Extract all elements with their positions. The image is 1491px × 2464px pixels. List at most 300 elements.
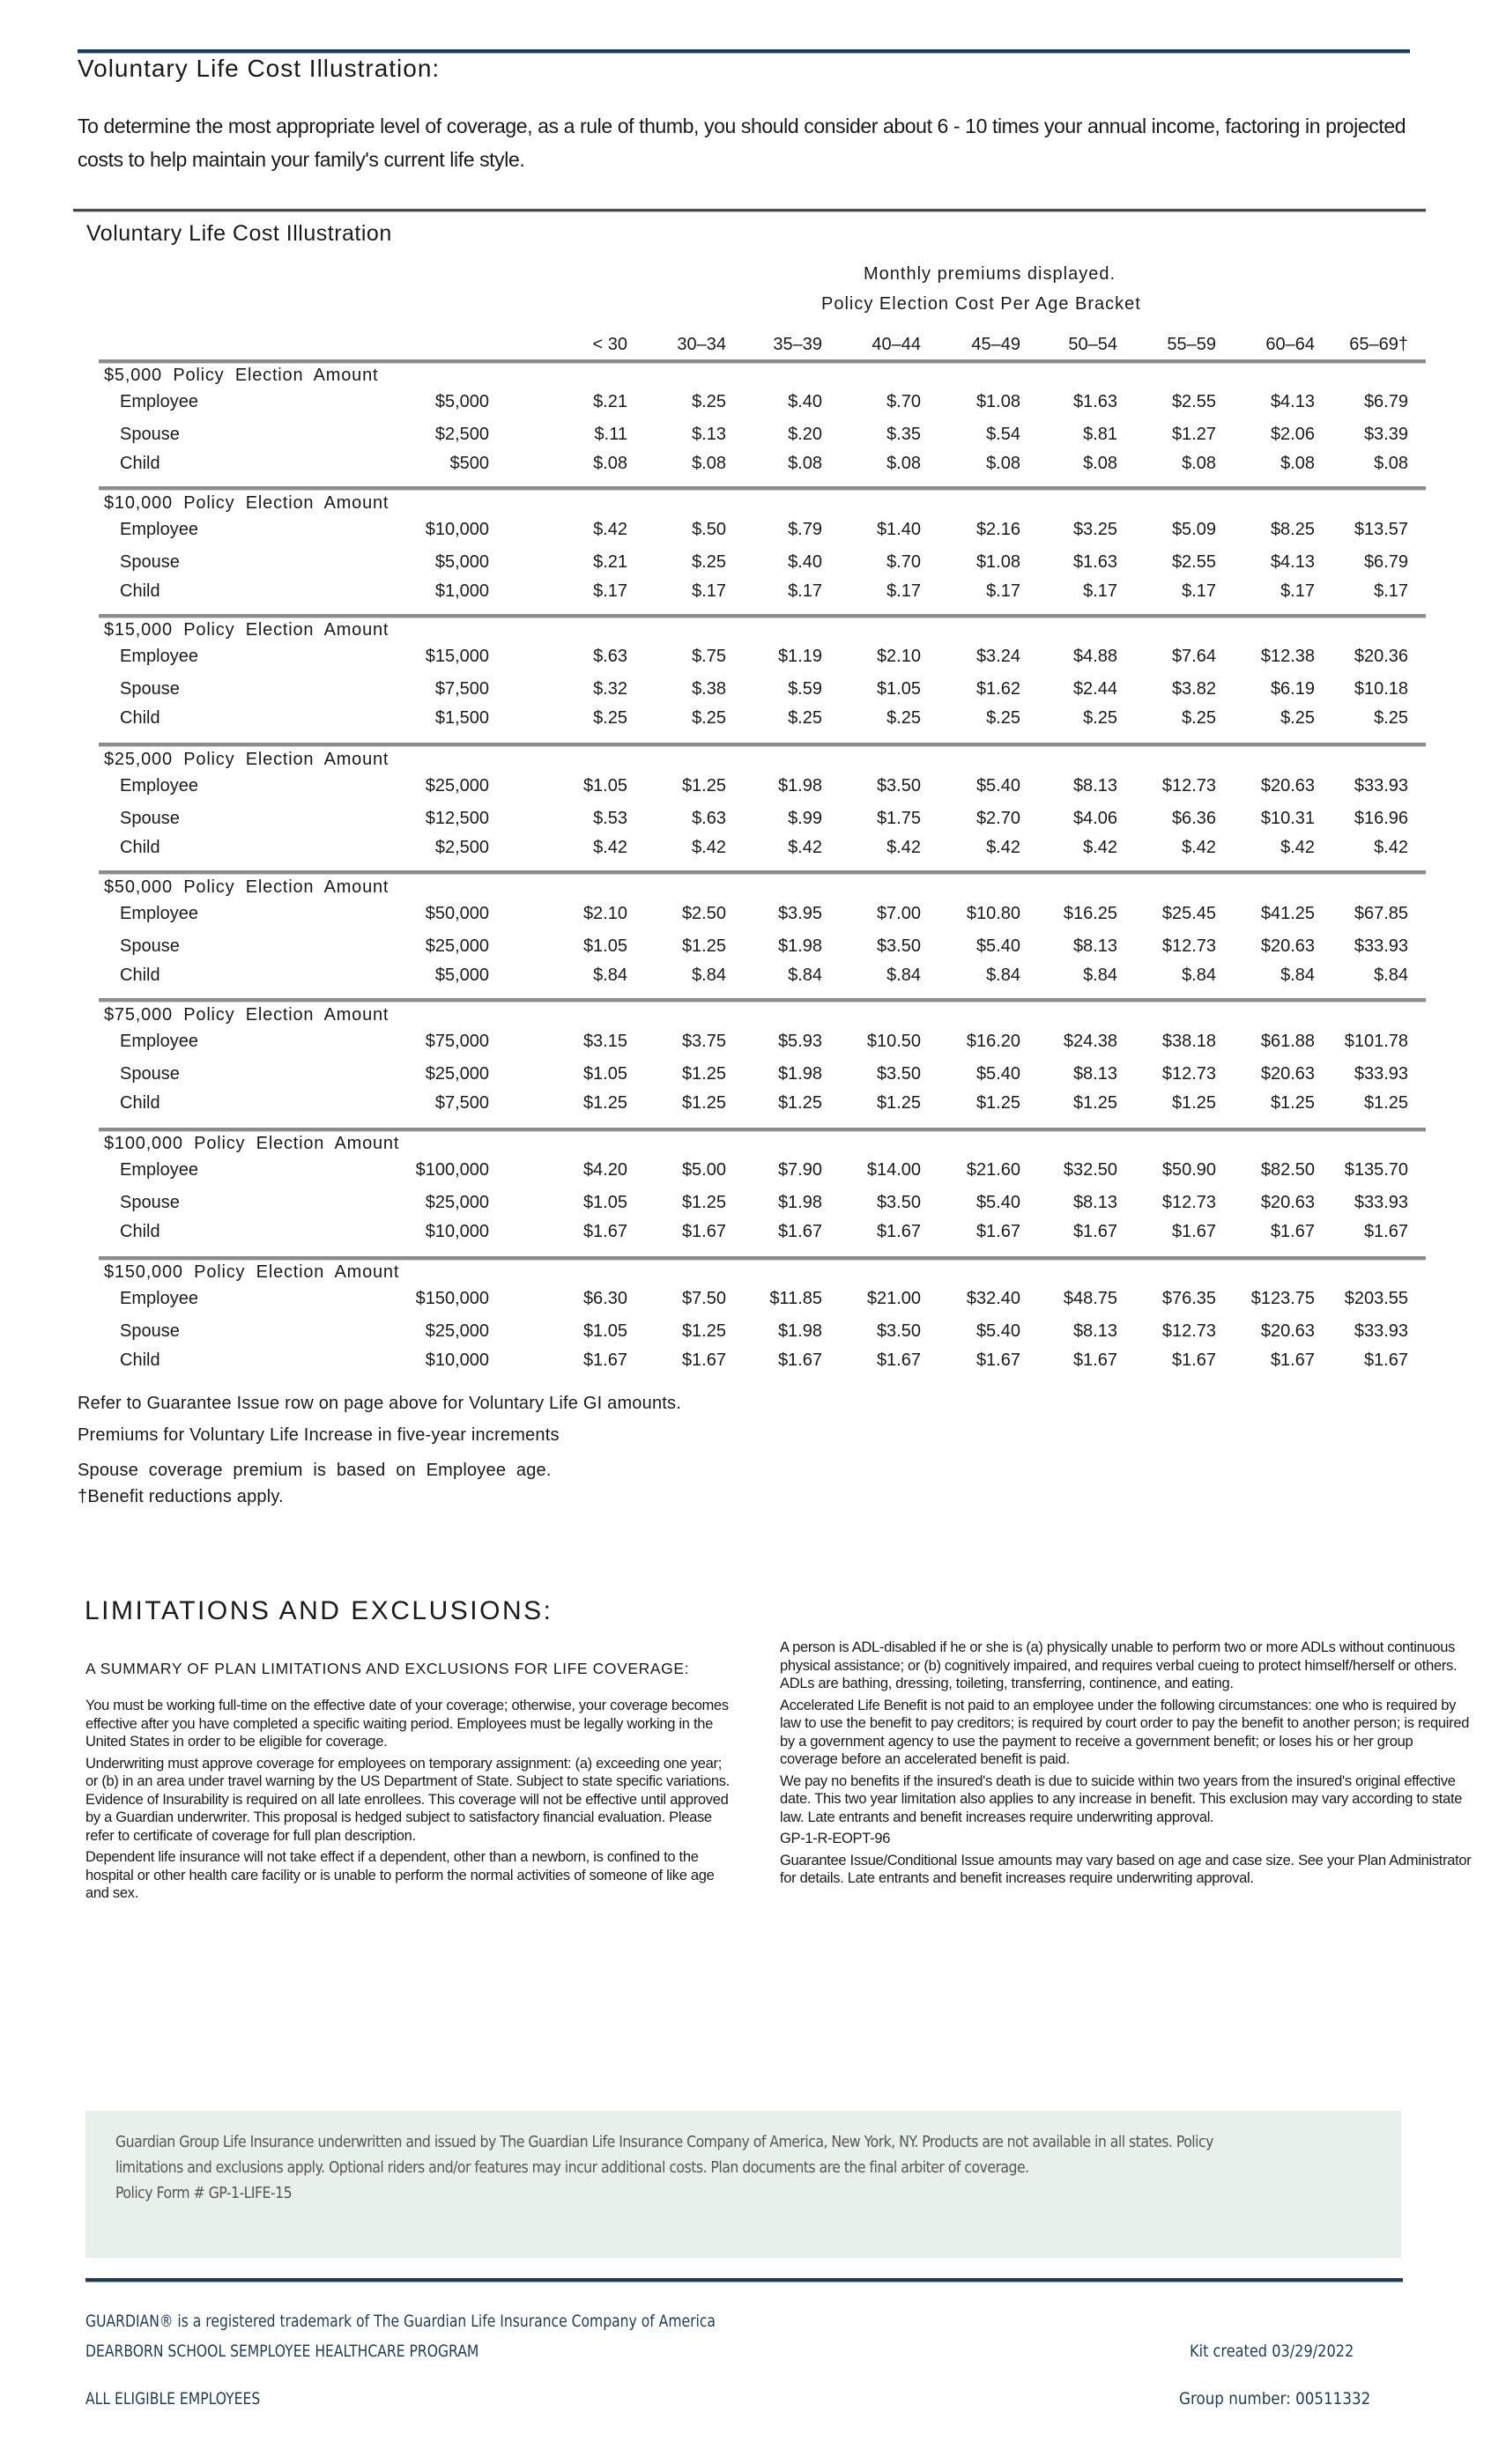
premium-cell: $1.67 [876,1350,921,1370]
table-row [97,392,1428,418]
table-row [97,581,1428,608]
premium-cell: $1.25 [582,1093,627,1113]
coverage-type: Employee [120,776,198,795]
premium-cell: $11.85 [769,1289,822,1308]
premium-cell: $.84 [1280,966,1315,985]
form-number: GP-1-R-EOPT-96 [780,1831,891,1846]
coverage-type: Spouse [120,1321,180,1341]
premium-cell: $12.38 [1260,647,1315,666]
premium-cell: $20.63 [1260,1064,1315,1084]
limitations-subtitle: A SUMMARY OF PLAN LIMITATIONS AND EXCLUSIONS FOR LIFE COVERAGE: [85,1660,690,1677]
coverage-amount: $5,000 [434,392,489,411]
premium-cell: $67.85 [1354,904,1408,923]
premium-cell: $.42 [788,838,822,857]
age-bracket-label: 30–34 [677,335,726,354]
premium-cell: $3.24 [975,647,1020,666]
premium-cell: $1.67 [1171,1222,1216,1241]
premium-cell: $1.67 [1363,1222,1408,1241]
coverage-type: Child [120,966,160,985]
table-row [97,1350,1428,1377]
premium-cell: $1.67 [1270,1222,1315,1241]
premium-cell: $8.25 [1270,520,1315,539]
premium-cell: $2.16 [975,520,1020,539]
premium-cell: $1.05 [876,679,921,699]
premium-cell: $2.06 [1270,425,1315,444]
premium-cell: $1.25 [975,1093,1020,1113]
premium-cell: $.21 [593,392,627,411]
premium-cell: $2.50 [681,904,726,923]
premium-cell: $.53 [593,809,627,828]
premium-cell: $.42 [1280,838,1315,857]
coverage-type: Employee [120,520,198,539]
premium-cell: $76.35 [1161,1289,1216,1308]
disclaimer-text: Guardian Group Life Insurance underwritten and issued by The Guardian Life Insurance Company of America, New York, NY. Products are not available in all states. Policy limitations and exclusions apply. Optional riders and/or features may incur additional costs. Plan documents are the final arbiter of coverage. [115,2134,1213,2177]
premium-cell: $33.93 [1354,776,1408,795]
table-row [97,1064,1428,1091]
premium-cell: $1.67 [975,1350,1020,1370]
policy-election-heading: $25,000 Policy Election Amount [104,750,389,769]
premium-cell: $8.13 [1072,1321,1117,1341]
note-five-year-increments: Premiums for Voluntary Life Increase in five-year increments [78,1425,560,1445]
premium-cell: $33.93 [1354,936,1408,956]
premium-cell: $.11 [594,425,627,444]
premium-cell: $21.60 [966,1160,1020,1180]
table-row [97,838,1428,864]
table-row [97,1193,1428,1219]
premium-cell: $.25 [692,392,726,411]
table-row [97,936,1428,963]
premium-cell: $2.55 [1171,552,1216,572]
coverage-type: Spouse [120,936,180,956]
table-row [97,776,1428,803]
premium-cell: $1.67 [777,1222,822,1241]
premium-cell: $203.55 [1344,1289,1408,1308]
limitation-paragraph: You must be working full-time on the effective date of your coverage; otherwise, your coverage becomes effective after you have completed a specific waiting period. Employees must be legally working in the United States in order to be eligible for coverage. [85,1698,729,1750]
premium-cell: $.08 [1182,454,1216,473]
age-bracket-label: < 30 [592,335,627,354]
premium-cell: $61.88 [1260,1032,1315,1051]
premium-cell: $1.63 [1072,552,1117,572]
premium-cell: $4.13 [1270,392,1315,411]
premium-cell: $1.40 [876,520,921,539]
premium-cell: $.17 [788,581,822,601]
premium-cell: $3.39 [1363,425,1408,444]
premium-cell: $1.75 [876,809,921,828]
table-row [97,966,1428,992]
coverage-amount: $25,000 [425,1321,489,1341]
premium-cell: $48.75 [1063,1289,1117,1308]
policy-election-group [97,750,1428,873]
premium-cell: $.25 [886,708,921,728]
table-row [97,708,1428,735]
premium-cell: $20.63 [1260,1321,1315,1341]
premium-cell: $8.13 [1072,1193,1117,1212]
bottom-rule [85,2278,1403,2283]
premium-cell: $1.25 [1072,1093,1117,1113]
premium-cell: $10.50 [866,1032,921,1051]
premium-cell: $7.00 [876,904,921,923]
premium-cell: $.84 [986,966,1020,985]
premium-cell: $16.96 [1354,809,1408,828]
coverage-type: Child [120,581,160,601]
coverage-type: Spouse [120,1064,180,1084]
note-spouse-premium: Spouse coverage premium is based on Employee age. [78,1461,552,1480]
premium-cell: $1.08 [975,392,1020,411]
premium-cell: $135.70 [1344,1160,1408,1180]
table-subtitle-bracket: Policy Election Cost Per Age Bracket [821,294,1141,314]
premium-cell: $.54 [986,425,1020,444]
section-rule [73,209,1426,212]
group-number: Group number: 00511332 [1179,2389,1371,2409]
table-title: Voluntary Life Cost Illustration [86,221,392,246]
premium-cell: $.08 [788,454,822,473]
premium-cell: $4.13 [1270,552,1315,572]
premium-cell: $1.25 [681,1193,726,1212]
premium-cell: $1.19 [777,647,822,666]
premium-cell: $5.40 [975,936,1020,956]
premium-cell: $3.95 [777,904,822,923]
table-group-separator [99,359,1426,364]
coverage-amount: $1,000 [434,581,489,601]
age-bracket-label: 55–59 [1167,335,1216,354]
coverage-type: Child [120,1093,160,1113]
policy-election-heading: $5,000 Policy Election Amount [104,366,379,385]
premium-cell: $.70 [886,552,921,572]
coverage-amount: $25,000 [425,776,489,795]
premium-cell: $1.25 [876,1093,921,1113]
limitation-paragraph: Underwriting must approve coverage for employees on temporary assignment: (a) exceeding one year; or (b) in an area under travel warning by the US Department of State. Subject to state specific variations. Evidence of Insurability is required on all late enrollees. This coverage will not be effective until approved by a Guardian underwriter. This proposal is hedged subject to satisfactory financial evaluation. Please refer to certificate of coverage for full plan description. [85,1755,730,1844]
coverage-type: Child [120,1350,160,1370]
table-row [97,1222,1428,1248]
coverage-type: Spouse [120,552,180,572]
policy-election-group [97,366,1428,489]
premium-cell: $.75 [692,647,726,666]
premium-cell: $10.18 [1354,679,1408,699]
premium-cell: $1.67 [1072,1222,1117,1241]
policy-election-group [97,620,1428,744]
premium-cell: $4.06 [1072,809,1117,828]
premium-cell: $25.45 [1161,904,1216,923]
coverage-amount: $25,000 [425,1064,489,1084]
premium-cell: $.25 [986,708,1020,728]
premium-cell: $5.40 [975,1321,1020,1341]
premium-cell: $1.67 [582,1350,627,1370]
table-row [97,904,1428,930]
premium-cell: $.08 [1280,454,1315,473]
coverage-type: Child [120,1222,160,1241]
premium-cell: $20.63 [1260,1193,1315,1212]
premium-cell: $.08 [692,454,726,473]
top-rule [78,49,1410,54]
premium-cell: $.17 [593,581,627,601]
coverage-amount: $10,000 [425,520,489,539]
premium-cell: $4.20 [582,1160,627,1180]
premium-cell: $.25 [1083,708,1117,728]
table-row [97,425,1428,451]
policy-election-heading: $10,000 Policy Election Amount [104,493,389,513]
premium-cell: $.99 [788,809,822,828]
premium-cell: $12.73 [1161,1193,1216,1212]
policy-election-group [97,1262,1428,1386]
premium-cell: $5.40 [975,776,1020,795]
eligibility-label: ALL ELIGIBLE EMPLOYEES [85,2389,261,2409]
table-row [97,1032,1428,1058]
age-bracket-label: 50–54 [1068,335,1117,354]
premium-cell: $5.00 [681,1160,726,1180]
premium-cell: $33.93 [1354,1193,1408,1212]
disclaimer-box [85,2111,1401,2258]
coverage-amount: $500 [449,454,489,473]
premium-cell: $3.50 [876,1321,921,1341]
premium-cell: $.35 [886,425,921,444]
coverage-amount: $7,500 [434,1093,489,1113]
premium-cell: $.20 [788,425,822,444]
premium-cell: $50.90 [1161,1160,1216,1180]
premium-cell: $20.36 [1354,647,1408,666]
premium-cell: $.25 [692,552,726,572]
limitations-title: LIMITATIONS AND EXCLUSIONS: [85,1596,553,1625]
premium-cell: $1.25 [1171,1093,1216,1113]
premium-cell: $10.80 [966,904,1020,923]
coverage-amount: $2,500 [434,838,489,857]
coverage-type: Employee [120,392,198,411]
premium-cell: $3.25 [1072,520,1117,539]
premium-cell: $2.10 [582,904,627,923]
coverage-type: Spouse [120,679,180,699]
premium-cell: $16.20 [966,1032,1020,1051]
premium-cell: $.08 [593,454,627,473]
premium-cell: $1.25 [777,1093,822,1113]
table-subtitle-monthly: Monthly premiums displayed. [864,264,1116,284]
premium-cell: $6.19 [1270,679,1315,699]
premium-cell: $2.44 [1072,679,1117,699]
premium-cell: $3.82 [1171,679,1216,699]
table-row [97,647,1428,673]
coverage-amount: $10,000 [425,1350,489,1370]
table-row [97,679,1428,706]
premium-cell: $1.67 [582,1222,627,1241]
coverage-amount: $10,000 [425,1222,489,1241]
premium-cell: $1.67 [681,1350,726,1370]
premium-cell: $.42 [593,520,627,539]
premium-cell: $1.98 [777,1064,822,1084]
premium-cell: $.42 [886,838,921,857]
premium-cell: $20.63 [1260,936,1315,956]
premium-cell: $.42 [986,838,1020,857]
premium-cell: $.42 [692,838,726,857]
premium-cell: $.42 [1374,838,1408,857]
coverage-amount: $5,000 [434,966,489,985]
premium-cell: $3.50 [876,776,921,795]
premium-cell: $3.15 [582,1032,627,1051]
age-bracket-label: 65–69† [1349,335,1408,354]
table-row [97,809,1428,835]
premium-cell: $.40 [788,392,822,411]
premium-cell: $41.25 [1260,904,1315,923]
limitation-paragraph: Guarantee Issue/Conditional Issue amounts may vary based on age and case size. See your Plan Administrator for details. Late entrants and benefit increases require underwriting approval. [780,1852,1472,1886]
premium-cell: $.84 [788,966,822,985]
limitations-right-column [780,1639,1472,1891]
coverage-type: Employee [120,1289,198,1308]
policy-election-group [97,877,1428,1001]
premium-cell: $1.25 [1270,1093,1315,1113]
age-bracket-label: 40–44 [872,335,921,354]
premium-cell: $.32 [593,679,627,699]
premium-cell: $7.64 [1171,647,1216,666]
intro-paragraph: To determine the most appropriate level of coverage, as a rule of thumb, you should consider about 6 - 10 times your annual income, factoring in projected costs to help maintain your family's current life style. [78,115,1406,171]
coverage-type: Employee [120,647,198,666]
premium-cell: $6.79 [1363,552,1408,572]
coverage-amount: $12,500 [425,809,489,828]
premium-cell: $1.08 [975,552,1020,572]
premium-cell: $12.73 [1161,1064,1216,1084]
table-row [97,520,1428,546]
age-bracket-label: 60–64 [1265,335,1315,354]
premium-cell: $14.00 [866,1160,921,1180]
table-row [97,1160,1428,1187]
premium-cell: $1.67 [1363,1350,1408,1370]
premium-cell: $.42 [1182,838,1216,857]
limitation-paragraph: Accelerated Life Benefit is not paid to an employee under the following circumstances: one who is required by law to use the benefit to pay creditors; is required by court order to pay the benefit to another person; is required by a government agency to use the payment to receive a government benefit; or loses his or her group coverage before an accelerated benefit is paid. [780,1697,1470,1767]
premium-cell: $.84 [886,966,921,985]
coverage-amount: $150,000 [415,1289,489,1308]
premium-cell: $.70 [886,392,921,411]
coverage-type: Spouse [120,425,180,444]
coverage-type: Spouse [120,1193,180,1212]
policy-election-heading: $50,000 Policy Election Amount [104,877,389,897]
premium-cell: $.08 [986,454,1020,473]
premium-cell: $1.05 [582,936,627,956]
coverage-amount: $50,000 [425,904,489,923]
premium-cell: $1.25 [681,936,726,956]
premium-cell: $.25 [1280,708,1315,728]
age-bracket-label: 45–49 [971,335,1020,354]
note-benefit-reductions: †Benefit reductions apply. [78,1487,284,1506]
premium-cell: $1.25 [681,1093,726,1113]
limitations-left-column [85,1697,738,1906]
program-name: DEARBORN SCHOOL SEMPLOYEE HEALTHCARE PROGRAM [85,2342,479,2361]
premium-cell: $1.05 [582,1193,627,1212]
premium-cell: $1.05 [582,1321,627,1341]
premium-cell: $.13 [692,425,726,444]
premium-cell: $33.93 [1354,1321,1408,1341]
premium-cell: $7.90 [777,1160,822,1180]
premium-cell: $.63 [593,647,627,666]
policy-election-heading: $150,000 Policy Election Amount [104,1262,400,1282]
age-bracket-label: 35–39 [773,335,822,354]
note-guarantee-issue: Refer to Guarantee Issue row on page above for Voluntary Life GI amounts. [78,1394,681,1413]
premium-cell: $12.73 [1161,1321,1216,1341]
premium-cell: $20.63 [1260,776,1315,795]
premium-cell: $5.40 [975,1193,1020,1212]
limitation-paragraph: A person is ADL-disabled if he or she is (a) physically unable to perform two or more ADLs without continuous physical assistance; or (b) cognitively impaired, and requires verbal cueing to protect himself/herself or others. ADLs are bathing, dressing, toileting, transferring, continence, and eating. [780,1639,1458,1691]
premium-cell: $5.93 [777,1032,822,1051]
coverage-amount: $15,000 [425,647,489,666]
premium-cell: $1.67 [975,1222,1020,1241]
coverage-amount: $1,500 [434,708,489,728]
coverage-type: Child [120,838,160,857]
premium-cell: $.17 [886,581,921,601]
table-row [97,1093,1428,1120]
premium-cell: $5.40 [975,1064,1020,1084]
premium-cell: $6.36 [1171,809,1216,828]
trademark-notice: GUARDIAN® is a registered trademark of The Guardian Life Insurance Company of America [85,2312,716,2331]
premium-cell: $12.73 [1161,936,1216,956]
premium-cell: $.17 [986,581,1020,601]
premium-cell: $1.67 [1270,1350,1315,1370]
premium-cell: $1.05 [582,1064,627,1084]
premium-cell: $101.78 [1344,1032,1408,1051]
premium-cell: $.84 [1083,966,1117,985]
premium-cell: $.21 [593,552,627,572]
premium-cell: $.17 [692,581,726,601]
premium-cell: $3.50 [876,1193,921,1212]
premium-cell: $32.50 [1063,1160,1117,1180]
premium-cell: $4.88 [1072,647,1117,666]
premium-cell: $3.50 [876,1064,921,1084]
premium-cell: $.38 [692,679,726,699]
policy-election-group [97,493,1428,617]
policy-election-heading: $100,000 Policy Election Amount [104,1134,400,1153]
page-title: Voluntary Life Cost Illustration: [78,55,441,82]
premium-cell: $.42 [593,838,627,857]
policy-form-number: Policy Form # GP-1-LIFE-15 [115,2185,293,2202]
premium-cell: $7.50 [681,1289,726,1308]
premium-cell: $.63 [692,809,726,828]
premium-cell: $1.25 [681,1064,726,1084]
table-row [97,454,1428,480]
premium-cell: $123.75 [1250,1289,1315,1308]
premium-cell: $1.98 [777,936,822,956]
premium-cell: $24.38 [1063,1032,1117,1051]
premium-cell: $1.25 [681,776,726,795]
premium-cell: $.17 [1374,581,1408,601]
limitation-paragraph: We pay no benefits if the insured's death is due to suicide within two years from the insured's original effective date. This two year limitation also applies to any increase in benefit. This exclusion may vary according to state law. Late entrants and benefit increases require underwriting approval. [780,1772,1463,1825]
premium-cell: $1.98 [777,1321,822,1341]
premium-cell: $1.62 [975,679,1020,699]
premium-cell: $1.27 [1171,425,1216,444]
premium-cell: $38.18 [1161,1032,1216,1051]
premium-cell: $8.13 [1072,1064,1117,1084]
premium-cell: $1.98 [777,776,822,795]
premium-cell: $.79 [788,520,822,539]
premium-cell: $8.13 [1072,776,1117,795]
premium-cell: $.84 [1182,966,1216,985]
premium-cell: $.17 [1182,581,1216,601]
premium-cell: $.84 [692,966,726,985]
premium-cell: $1.67 [876,1222,921,1241]
premium-cell: $1.67 [777,1350,822,1370]
premium-cell: $.25 [1182,708,1216,728]
premium-cell: $.17 [1083,581,1117,601]
premium-cell: $32.40 [966,1289,1020,1308]
premium-cell: $5.09 [1171,520,1216,539]
age-bracket-header [529,335,1410,359]
table-row [97,1321,1428,1348]
premium-cell: $1.05 [582,776,627,795]
premium-cell: $.50 [692,520,726,539]
premium-cell: $.25 [593,708,627,728]
premium-cell: $16.25 [1063,904,1117,923]
premium-cell: $2.55 [1171,392,1216,411]
premium-cell: $.25 [1374,708,1408,728]
premium-cell: $.42 [1083,838,1117,857]
coverage-type: Spouse [120,809,180,828]
coverage-type: Child [120,454,160,473]
coverage-type: Employee [120,904,198,923]
table-row [97,1289,1428,1315]
kit-created-date: Kit created 03/29/2022 [1190,2342,1354,2361]
